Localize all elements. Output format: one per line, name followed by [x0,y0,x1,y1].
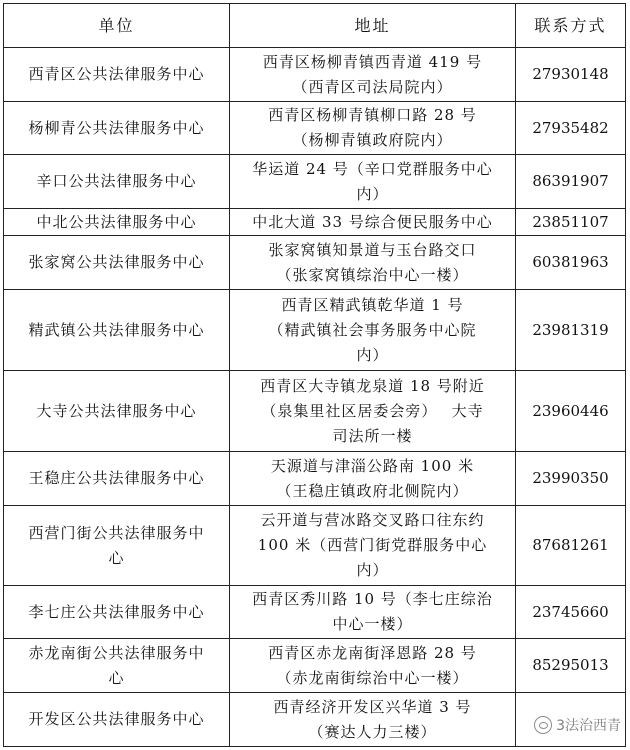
table-row [4,639,626,693]
address-cell-line: 天源道与津淄公路南 100 米 [270,456,475,475]
address-cell-line: （赛达人力三楼） [308,722,437,741]
unit-cell [4,586,230,639]
unit-cell-line: 中北公共法律服务中心 [36,212,197,231]
table-row [4,209,626,236]
address-cell-line: 100 米（西营门街党群服务中心 [257,536,488,554]
address-cell-line: （精武镇社会事务服务中心院 [268,320,477,339]
address-cell [230,209,516,236]
unit-cell-line: 赤龙南街公共法律服务中 [28,643,205,662]
phone-cell: 23990350 [516,452,626,506]
watermark-text: 3法治西青 [556,718,621,734]
phone-cell: 27930148 [516,48,626,102]
address-cell-line: 内） [356,561,389,579]
table-row [4,506,626,586]
address-cell-line: 西青区秀川路 10 号（李七庄综治 [252,590,493,608]
unit-cell [4,639,230,693]
address-cell-line: 内） [356,345,389,364]
unit-cell [4,290,230,371]
unit-cell [4,102,230,155]
unit-cell [4,506,230,586]
unit-cell [4,48,230,102]
unit-cell [4,371,230,452]
watermark [531,714,624,736]
wechat-icon [534,716,552,734]
address-cell [230,639,516,693]
table-row [4,155,626,209]
address-cell-line: （赤龙南街综治中心一楼） [276,668,469,687]
unit-cell-line: 辛口公共法律服务中心 [36,172,197,190]
address-cell-line: 西青经济开发区兴华道 3 号 [273,697,472,716]
address-cell-line: （张家窝镇综治中心一楼） [276,265,469,284]
phone-cell: 87681261 [516,506,626,586]
address-cell-line: （杨柳青镇政府院内） [292,131,453,149]
address-cell-line: 内） [356,184,389,203]
address-cell [230,102,516,155]
phone-cell: 85295013 [516,639,626,693]
address-cell-line: 司法所一楼 [332,426,413,445]
address-cell-line: （王稳庄镇政府北侧院内） [276,481,469,500]
address-cell-line: 张家窝镇知景道与玉台路交口 [268,240,477,259]
address-cell [230,155,516,209]
address-cell [230,452,516,506]
table-row [4,452,626,506]
table-row [4,236,626,290]
header-unit: 单位 [4,4,230,48]
table-row [4,290,626,371]
address-cell [230,48,516,102]
unit-cell [4,236,230,290]
address-cell-line: 中北大道 33 号综合便民服务中心 [252,212,493,231]
phone-cell: 23851107 [516,209,626,236]
address-cell-line: 中心一楼） [332,615,413,633]
address-cell-line: 西青区精武镇乾华道 1 号 [281,295,464,314]
unit-cell-line: 精武镇公共法律服务中心 [28,320,205,339]
unit-cell-line: 西青区公共法律服务中心 [28,65,205,83]
unit-cell [4,155,230,209]
header-address: 地址 [230,4,516,48]
phone-cell: 86391907 [516,155,626,209]
address-cell-line: （西青区司法局院内） [292,77,453,96]
address-cell [230,371,516,452]
phone-cell: 27935482 [516,102,626,155]
header-row [4,4,626,48]
table-row [4,371,626,452]
unit-cell-line: 杨柳青公共法律服务中心 [28,118,205,137]
address-cell-line: 云开道与营冰路交叉路口往东约 [260,511,485,529]
address-cell [230,693,516,747]
phone-cell: 60381963 [516,236,626,290]
phone-cell: 23745660 [516,586,626,639]
unit-cell-line: 心 [108,548,125,567]
header-phone: 联系方式 [516,4,626,48]
address-cell [230,236,516,290]
address-cell-line: （泉集里社区居委会旁） 大寺 [261,401,484,420]
phone-cell: 23981319 [516,290,626,371]
unit-cell-line: 开发区公共法律服务中心 [28,710,205,728]
unit-cell-line: 张家窝公共法律服务中心 [28,253,205,271]
table-row [4,102,626,155]
unit-cell-line: 王稳庄公共法律服务中心 [28,469,205,487]
unit-cell-line: 心 [108,668,125,687]
address-cell-line: 西青区大寺镇龙泉道 18 号附近 [260,376,485,395]
address-cell-line: 西青区赤龙南街泽恩路 28 号 [268,643,477,662]
unit-cell-line: 李七庄公共法律服务中心 [28,602,205,621]
unit-cell-line: 西营门街公共法律服务中 [28,523,205,542]
address-cell-line: 华运道 24 号（辛口党群服务中心 [252,159,493,178]
address-cell [230,290,516,371]
table-row [4,586,626,639]
unit-cell [4,209,230,236]
unit-cell [4,452,230,506]
address-cell [230,586,516,639]
phone-cell: 23960446 [516,371,626,452]
unit-cell-line: 大寺公共法律服务中心 [36,401,197,420]
address-cell-line: 西青区杨柳青镇西青道 419 号 [262,52,483,71]
unit-cell [4,693,230,747]
table-row [4,48,626,102]
legal-service-table [3,3,626,747]
address-cell [230,506,516,586]
address-cell-line: 西青区杨柳青镇柳口路 28 号 [268,106,477,124]
